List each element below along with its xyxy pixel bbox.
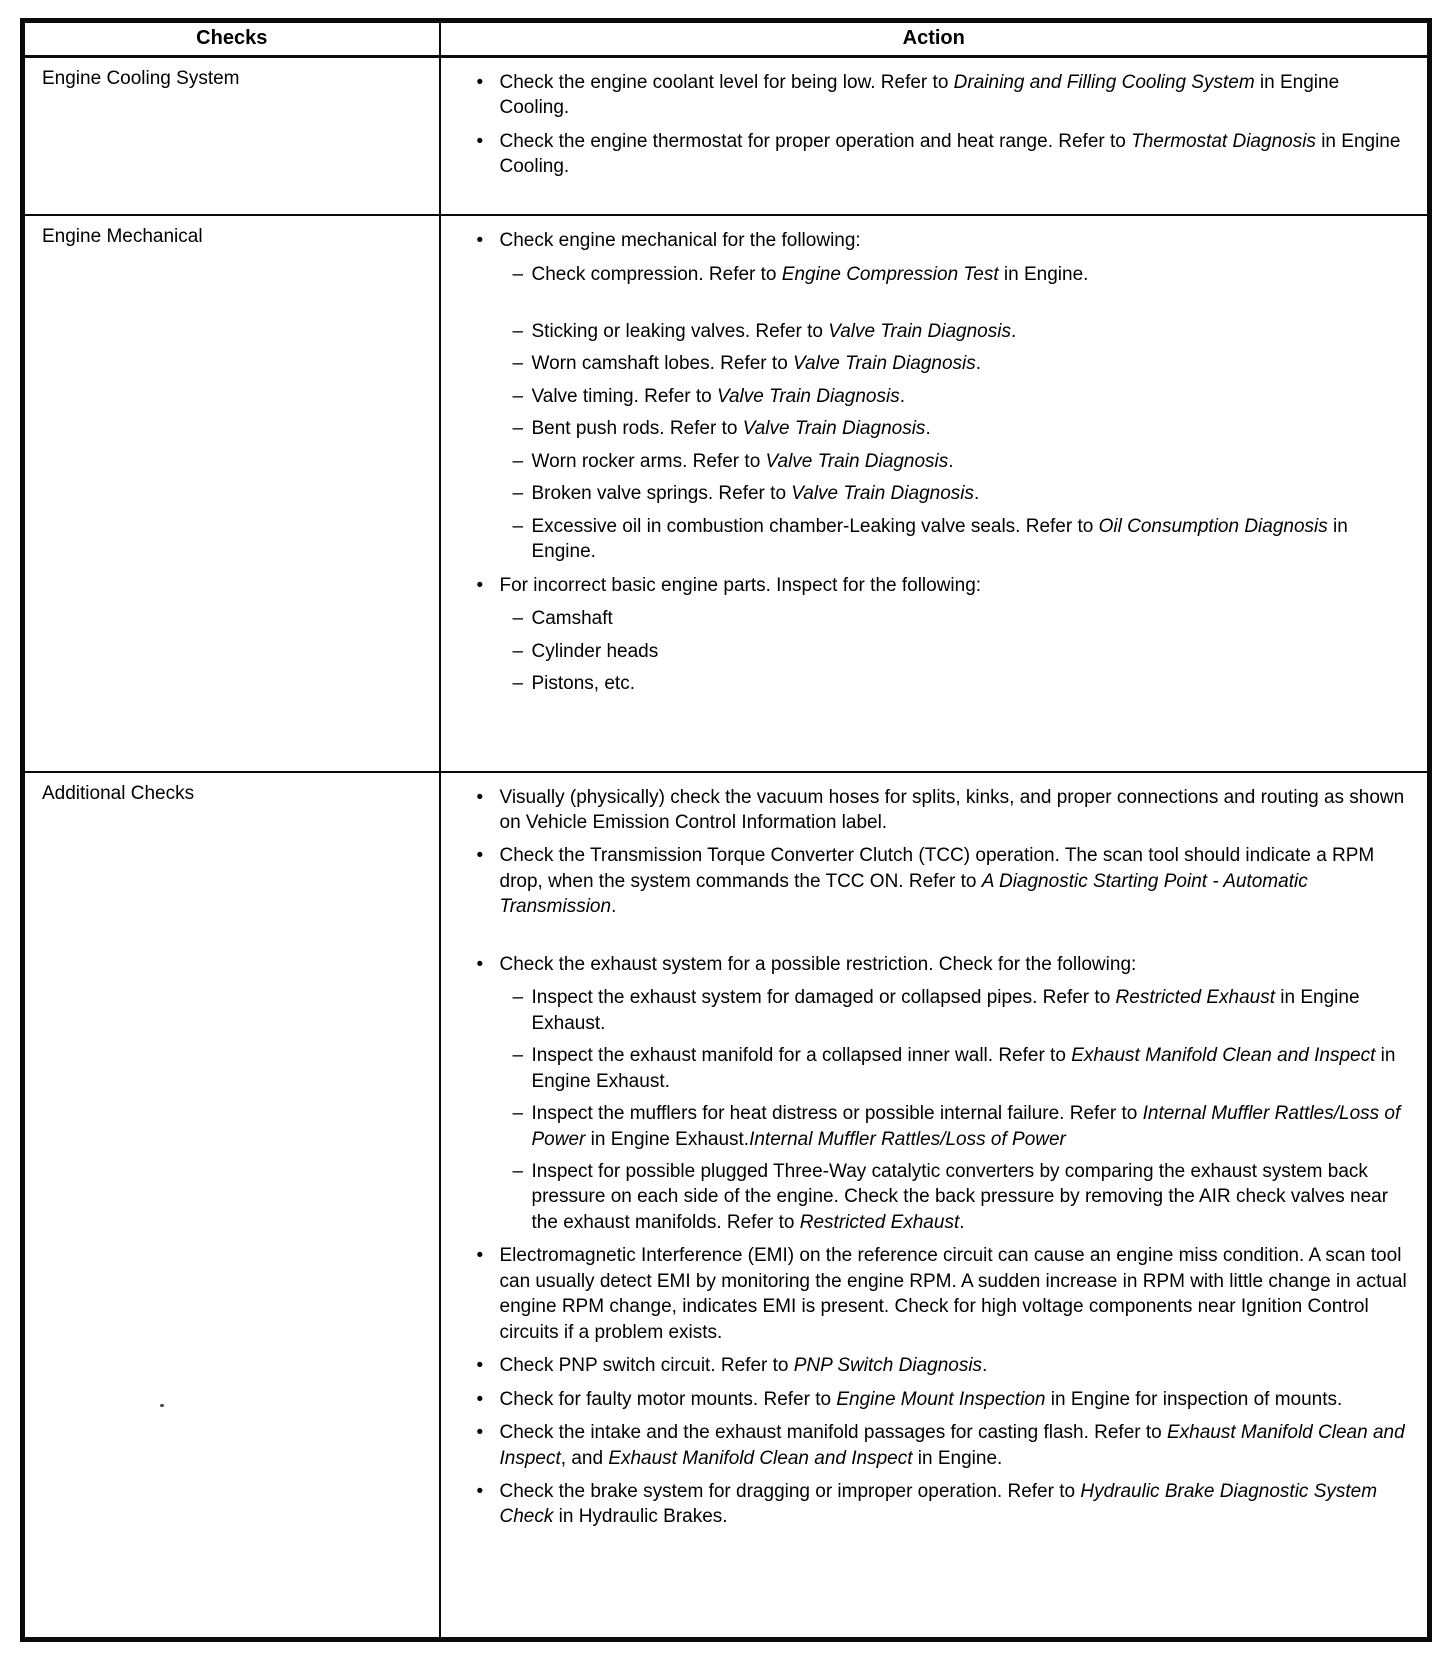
- dash-marker: –: [512, 608, 524, 630]
- bullet-item: [477, 228, 1412, 253]
- item-text: Inspect the mufflers for heat distress or possible internal failure. Refer to Internal Muffler Rattles/Loss of Power in Engine Exhaust.Internal Muffler Rattles/Loss of Power: [531, 1103, 1401, 1150]
- dash-marker: –: [512, 321, 524, 342]
- item-text: For incorrect basic engine parts. Inspect for the following:: [499, 574, 982, 596]
- dash-marker: –: [512, 672, 524, 694]
- item-text: Check the exhaust system for a possible restriction. Check for the following:: [499, 953, 1137, 975]
- item-text: Worn camshaft lobes. Refer to Valve Train Diagnosis.: [531, 353, 982, 375]
- item-text: Inspect the exhaust system for damaged or collapsed pipes. Refer to Restricted Exhaust in Engine Exhaust.: [531, 987, 1360, 1034]
- action-cell: [440, 215, 1430, 771]
- diagnostic-checks-table: [20, 18, 1432, 1642]
- header-row: [23, 21, 1430, 57]
- item-text: Check the engine thermostat for proper operation and heat range. Refer to Thermostat Diagnosis in Engine Cooling.: [499, 130, 1401, 178]
- bullet-item: [477, 129, 1412, 180]
- item-text: Bent push rods. Refer to Valve Train Diagnosis.: [531, 418, 931, 440]
- action-cell: [440, 772, 1430, 1640]
- table-header: [23, 21, 1430, 57]
- item-text: Check PNP switch circuit. Refer to PNP Switch Diagnosis.: [499, 1355, 988, 1377]
- item-text: Check the brake system for dragging or improper operation. Refer to Hydraulic Brake Diagnostic System Check in Hydraulic Brakes.: [499, 1480, 1378, 1528]
- dash-marker: –: [512, 1103, 524, 1125]
- table-row: [23, 215, 1430, 771]
- bullet-marker: •: [476, 1388, 484, 1410]
- dash-marker: –: [512, 353, 524, 375]
- bullet-marker: •: [476, 574, 484, 596]
- dash-marker: –: [512, 987, 524, 1009]
- bullet-marker: •: [476, 845, 484, 867]
- bullet-marker: •: [476, 130, 484, 152]
- sub-item: [477, 639, 1412, 664]
- bullet-item: [477, 1420, 1412, 1471]
- sub-item: [477, 671, 1412, 696]
- scan-artifact: [160, 1404, 164, 1407]
- item-text: Camshaft: [531, 608, 613, 630]
- item-text: Visually (physically) check the vacuum hoses for splits, kinks, and proper connections and routing as shown on Vehicle Emission Control Information label.: [499, 786, 1405, 834]
- bullet-marker: •: [476, 786, 484, 808]
- item-text: Electromagnetic Interference (EMI) on the reference circuit can cause an engine miss condition. A scan tool can usually detect EMI by monitoring the engine RPM. A sudden increase in RPM with little change in actual engine RPM change, indicates EMI is present. Check for high voltage components near Ignition Control circuits if a problem exists.: [499, 1245, 1407, 1343]
- bullet-item: [477, 843, 1412, 919]
- item-text: Sticking or leaking valves. Refer to Valve Train Diagnosis.: [531, 321, 1017, 342]
- bullet-marker: •: [476, 1245, 484, 1267]
- sub-item: [477, 606, 1412, 631]
- sub-item: [477, 262, 1412, 287]
- item-text: Valve timing. Refer to Valve Train Diagnosis.: [531, 385, 905, 407]
- bullet-item: [477, 70, 1412, 121]
- bullet-marker: •: [476, 953, 484, 975]
- sub-item: [477, 514, 1412, 565]
- item-text: Inspect the exhaust manifold for a collapsed inner wall. Refer to Exhaust Manifold Clean and Inspect in Engine Exhaust.: [531, 1045, 1396, 1092]
- bullet-marker: •: [476, 1480, 484, 1502]
- item-text: Worn rocker arms. Refer to Valve Train Diagnosis.: [531, 450, 954, 472]
- dash-marker: –: [512, 418, 524, 440]
- dash-marker: –: [512, 640, 524, 662]
- item-text: Check the engine coolant level for being low. Refer to Draining and Filling Cooling System in Engine Cooling.: [499, 72, 1340, 119]
- bullet-marker: •: [476, 72, 484, 93]
- sub-item: [477, 319, 1412, 344]
- bullet-item: [477, 1243, 1412, 1345]
- table-row: [23, 57, 1430, 216]
- check-label: Additional Checks: [23, 772, 440, 1640]
- dash-marker: –: [512, 483, 524, 505]
- item-text: Check for faulty motor mounts. Refer to Engine Mount Inspection in Engine for inspection of mounts.: [499, 1388, 1343, 1410]
- table-row: [23, 772, 1430, 1640]
- bullet-item: [477, 785, 1412, 836]
- bullet-marker: •: [476, 230, 484, 252]
- sub-item: [477, 351, 1412, 376]
- action-cell: [440, 57, 1430, 216]
- check-label: Engine Mechanical: [23, 215, 440, 771]
- sub-item: [477, 416, 1412, 441]
- checks-column-header: Checks: [23, 21, 440, 57]
- bullet-item: [477, 952, 1412, 977]
- sub-item: [477, 1159, 1412, 1235]
- dash-marker: –: [512, 450, 524, 472]
- item-text: Cylinder heads: [531, 640, 659, 662]
- dash-marker: –: [512, 515, 524, 537]
- sub-item: [477, 449, 1412, 474]
- item-text: Check compression. Refer to Engine Compression Test in Engine.: [531, 263, 1089, 285]
- bullet-item: [477, 1353, 1412, 1378]
- dash-marker: –: [512, 385, 524, 407]
- sub-item: [477, 1043, 1412, 1094]
- dash-marker: –: [512, 1045, 524, 1067]
- item-text: Excessive oil in combustion chamber-Leaking valve seals. Refer to Oil Consumption Diagnosis in Engine.: [531, 515, 1348, 563]
- item-text: Inspect for possible plugged Three-Way catalytic converters by comparing the exhaust system back pressure on each side of the engine. Check the back pressure by removing the AIR check valves near the exhaust manifolds. Refer to Restricted Exhaust.: [531, 1161, 1389, 1233]
- sub-item: [477, 1101, 1412, 1152]
- item-text: Check the Transmission Torque Converter Clutch (TCC) operation. The scan tool should indicate a RPM drop, when the system commands the TCC ON. Refer to A Diagnostic Starting Point - Automatic Transmission.: [499, 845, 1375, 918]
- item-text: Pistons, etc.: [531, 672, 635, 694]
- sub-item: [477, 384, 1412, 409]
- sub-item: [477, 985, 1412, 1036]
- table-body: [23, 57, 1430, 1640]
- bullet-marker: •: [476, 1355, 484, 1377]
- sub-item: [477, 481, 1412, 506]
- item-text: Broken valve springs. Refer to Valve Train Diagnosis.: [531, 483, 980, 505]
- item-text: Check engine mechanical for the following:: [499, 230, 861, 252]
- bullet-item: [477, 1387, 1412, 1412]
- action-column-header: Action: [440, 21, 1430, 57]
- bullet-item: [477, 573, 1412, 598]
- bullet-item: [477, 1479, 1412, 1530]
- check-label: Engine Cooling System: [23, 57, 440, 216]
- item-text: Check the intake and the exhaust manifold passages for casting flash. Refer to Exhaust Manifold Clean and Inspect, and Exhaust Manifold Clean and Inspect in Engine.: [499, 1422, 1405, 1469]
- bullet-marker: •: [476, 1422, 484, 1444]
- dash-marker: –: [512, 1161, 524, 1182]
- dash-marker: –: [512, 263, 524, 285]
